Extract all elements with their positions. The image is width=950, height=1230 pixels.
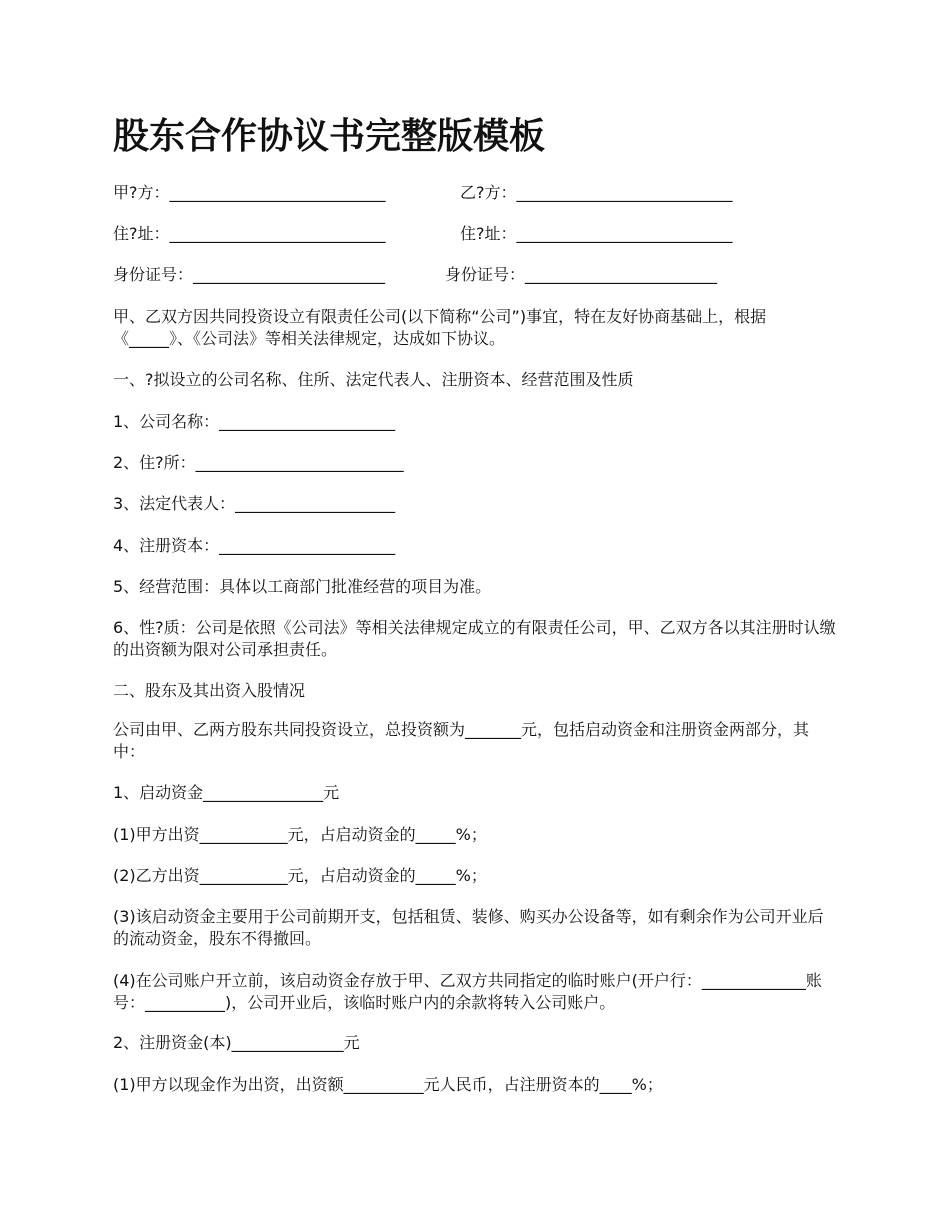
company-nature-paragraph: 6、性?质：公司是依照《公司法》等相关法律规定成立的有限责任公司，甲、乙双方各以其注册时认缴的出资额为限对公司承担责任。 (113, 618, 836, 659)
section-2-heading: 二、股东及其出资入股情况 (113, 681, 306, 700)
company-name-field: 1、公司名称：______________________ (113, 412, 396, 431)
address-a-field: 住?址：___________________________ (113, 224, 386, 243)
registered-capital-field: 4、注册资本：______________________ (113, 536, 396, 555)
temporary-account-paragraph: (4)在公司账户开立前，该启动资金存放于甲、乙双方共同指定的临时账户(开户行：_____________账号：__________)，公司开业后，该临时账户内的余款将转入公司账户。 (113, 971, 822, 1012)
section-2-intro-paragraph: 公司由甲、乙两方股东共同投资设立，总投资额为_______元，包括启动资金和注册资金两部分，其中： (113, 720, 810, 761)
document-title: 股东合作协议书完整版模板 (113, 116, 546, 157)
registered-party-a-field: (1)甲方以现金作为出资，出资额__________元人民币，占注册资本的____%； (113, 1075, 663, 1094)
startup-party-a-field: (1)甲方出资___________元，占启动资金的_____%； (113, 825, 487, 844)
legal-representative-field: 3、法定代表人：____________________ (113, 494, 396, 513)
party-a-field: 甲?方：___________________________ (113, 183, 386, 202)
section-1-heading: 一、?拟设立的公司名称、住所、法定代表人、注册资本、经营范围及性质 (113, 370, 634, 389)
id-number-a-field: 身份证号：________________________ (113, 265, 386, 284)
startup-fund-usage-paragraph: (3)该启动资金主要用于公司前期开支，包括租赁、装修、购买办公设备等，如有剩余作为公司开业后的流动资金，股东不得撤回。 (113, 907, 824, 948)
startup-party-b-field: (2)乙方出资___________元，占启动资金的_____%； (113, 866, 487, 885)
company-address-field: 2、住?所：__________________________ (113, 453, 404, 472)
party-b-field: 乙?方：___________________________ (460, 183, 733, 202)
startup-fund-field: 1、启动资金_______________元 (113, 783, 340, 802)
address-b-field: 住?址：___________________________ (460, 224, 733, 243)
registered-fund-field: 2、注册资金(本)______________元 (113, 1033, 360, 1052)
intro-paragraph: 甲、乙双方因共同投资设立有限责任公司(以下简称“公司”)事宜，特在友好协商基础上，根据《_____》、《公司法》等相关法律规定，达成如下协议。 (113, 307, 767, 348)
id-number-b-field: 身份证号：________________________ (445, 265, 718, 284)
business-scope-text: 5、经营范围：具体以工商部门批准经营的项目为准。 (113, 577, 492, 596)
